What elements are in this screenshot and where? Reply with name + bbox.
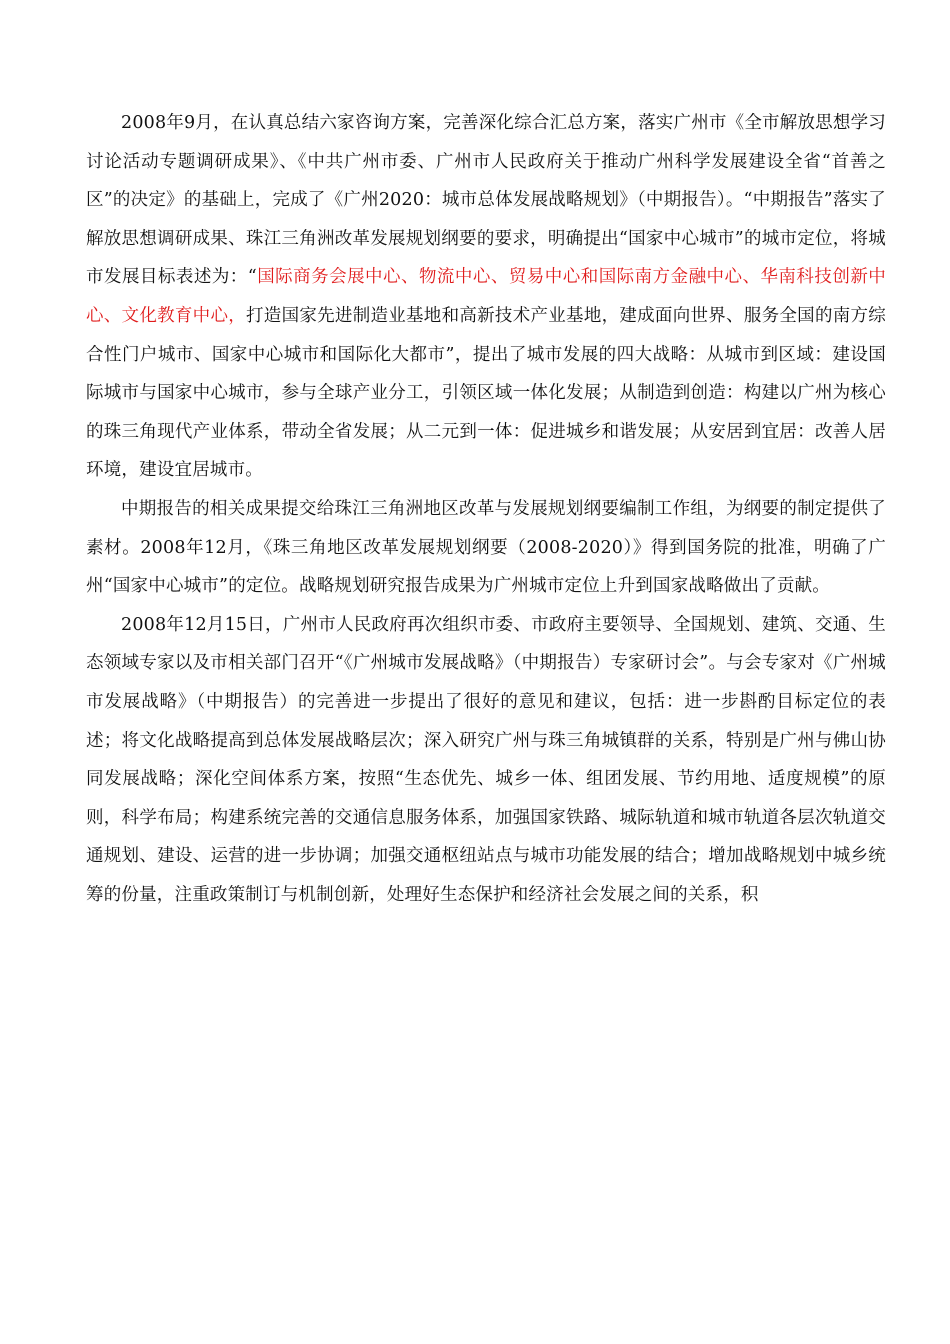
- highlighted-city-goals: 国际商务会展中心、物流中心、贸易中心和国际南方金融中心、华南科技创新中心、文化教育中心，: [86, 267, 887, 326]
- document-body: [86, 104, 886, 914]
- paragraph-text-before-highlight: 2008年9月，在认真总结六家咨询方案，完善深化综合汇总方案，落实广州市《全市解放思想学习讨论活动专题调研成果》、《中共广州市委、广州市人民政府关于推动广州科学发展建设全省“首善之区”的决定》的基础上，完成了《广州2020：城市总体发展战略规划》（中期报告）。“中期报告”落实了解放思想调研成果、珠江三角洲改革发展规划纲要的要求，明确提出“国家中心城市”的城市定位，将城市发展目标表述为：“: [86, 113, 886, 288]
- paragraph-strategy-midterm-report: [86, 104, 886, 490]
- paragraph-expert-seminar: 2008年12月15日，广州市人民政府再次组织市委、市政府主要领导、全国规划、建筑、交通、生态领域专家以及市相关部门召开“《广州城市发展战略》（中期报告）专家研讨会”。与会专家对《广州城市发展战略》（中期报告）的完善进一步提出了很好的意见和建议，包括：进一步斟酌目标定位的表述；将文化战略提高到总体发展战略层次；深入研究广州与珠三角城镇群的关系，特别是广州与佛山协同发展战略；深化空间体系方案，按照“生态优先、城乡一体、组团发展、节约用地、适度规模”的原则，科学布局；构建系统完善的交通信息服务体系，加强国家铁路、城际轨道和城市轨道各层次轨道交通规划、建设、运营的进一步协调；加强交通枢纽站点与城市功能发展的结合；增加战略规划中城乡统筹的份量，注重政策制订与机制创新，处理好生态保护和经济社会发展之间的关系，积: [86, 614, 886, 905]
- paragraph-text-after-highlight: 打造国家先进制造业基地和高新技术产业基地，建成面向世界、服务全国的南方综合性门户城市、国家中心城市和国际化大都市”，提出了城市发展的四大战略：从城市到区域：建设国际城市与国家中心城市，参与全球产业分工，引领区域一体化发展；从制造到创造：构建以广州为核心的珠三角现代产业体系，带动全省发展；从二元到一体：促进城乡和谐发展；从安居到宜居：改善人居环境，建设宜居城市。: [86, 305, 886, 481]
- paragraph-outline-approval: 中期报告的相关成果提交给珠江三角洲地区改革与发展规划纲要编制工作组，为纲要的制定提供了素材。2008年12月，《珠三角地区改革发展规划纲要（2008-2020）》得到国务院的批准，明确了广州“国家中心城市”的定位。战略规划研究报告成果为广州城市定位上升到国家战略做出了贡献。: [86, 498, 886, 597]
